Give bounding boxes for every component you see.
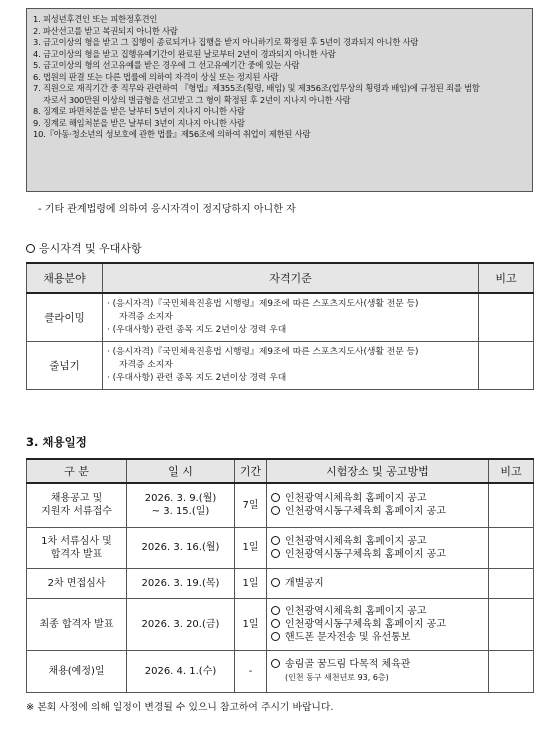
disq-item: 6. 법원의 판결 또는 다른 법률에 의하여 자격이 상실 또는 정지된 사람: [33, 71, 279, 82]
period-cell: 1일: [235, 568, 267, 598]
circle-bullet-icon: [271, 506, 280, 515]
note-cell: [489, 598, 534, 650]
category-cell: 최종 합격자 발표: [27, 598, 127, 650]
places-cell: [267, 568, 489, 598]
section-schedule-heading: 3. 채용일정: [26, 435, 87, 449]
date-line: 2026. 3. 9.(월): [144, 493, 217, 505]
place-text: 개별공지: [285, 577, 324, 589]
circle-bullet-icon: [271, 578, 280, 587]
place-text: 인천광역시동구체육회 홈페이지 공고: [285, 548, 446, 560]
other-law-note: - 기타 관계법령에 의하여 응시자격이 정지당하지 아니한 자: [38, 204, 296, 215]
section-title: 응시자격 및 우대사항: [39, 242, 142, 255]
note-cell: [479, 341, 534, 389]
table-header-row: [27, 263, 534, 293]
date-cell: 2026. 3. 16.(월): [127, 527, 235, 568]
disqualification-box: [26, 8, 533, 192]
place-address: (인천 동구 새천년로 93, 6층): [285, 673, 389, 682]
circle-bullet-icon: [271, 619, 280, 628]
disq-item: 9. 징계로 해임처분을 받은 날부터 3년이 지나지 아니한 사람: [33, 117, 245, 128]
place-text: 인천광역시체육회 홈페이지 공고: [285, 535, 427, 547]
date-cell: [127, 483, 235, 527]
category-cell: [27, 483, 127, 527]
table-row: [27, 650, 534, 692]
place-line: [271, 618, 488, 631]
schedule-table: [26, 458, 534, 693]
disq-item: 1. 피성년후견인 또는 피한정후견인: [33, 14, 158, 24]
place-line: [271, 548, 488, 561]
schedule-change-notice: ※ 본회 사정에 의해 일정이 변경될 수 있으니 참고하여 주시기 바랍니다.: [26, 702, 334, 713]
column-header: 자격기준: [103, 263, 479, 293]
criteria-line: · (우대사항) 관련 종목 지도 2년이상 경력 우대: [107, 372, 287, 383]
category-line: 지원자 서류접수: [41, 506, 112, 518]
field-cell: 클라이밍: [27, 293, 103, 341]
column-header: 기간: [235, 459, 267, 483]
category-cell: [27, 527, 127, 568]
period-cell: -: [235, 650, 267, 692]
disq-item: 8. 징계로 파면처분을 받은 날부터 5년이 지나지 아니한 사람: [33, 106, 245, 116]
qualification-table: [26, 262, 534, 390]
place-line: [271, 605, 488, 618]
disq-item-continued: 자로서 300만원 이상의 벌금형을 선고받고 그 형이 확정된 후 2년이 지나지 아니한 사람: [43, 94, 351, 105]
places-cell: [267, 598, 489, 650]
place-line: [271, 658, 488, 671]
category-line: 채용공고 및: [50, 493, 103, 505]
field-cell: 줄넘기: [27, 341, 103, 389]
place-line: [271, 577, 488, 590]
date-cell: 2026. 4. 1.(수): [127, 650, 235, 692]
criteria-line: 자격증 소지자: [119, 311, 173, 322]
disq-item: 5. 금고이상의 형의 선고유예를 받은 경우에 그 선고유예기간 중에 있는 사람: [33, 60, 300, 70]
criteria-line: 자격증 소지자: [119, 359, 173, 370]
disq-item: 2. 파산선고를 받고 복권되지 아니한 사람: [33, 25, 178, 36]
period-cell: 1일: [235, 527, 267, 568]
column-header: 일 시: [127, 459, 235, 483]
places-cell: [267, 650, 489, 692]
disq-item: 10.『아동·청소년의 성보호에 관한 법률』제56조에 의하여 취업이 제한된 사람: [33, 129, 311, 139]
circle-bullet-icon: [271, 549, 280, 558]
place-line: [271, 631, 488, 644]
circle-bullet-icon: [271, 536, 280, 545]
note-cell: [489, 568, 534, 598]
circle-bullet-icon: [26, 244, 35, 253]
circle-bullet-icon: [271, 632, 280, 641]
places-cell: [267, 527, 489, 568]
place-line: [271, 492, 488, 505]
date-cell: 2026. 3. 19.(목): [127, 568, 235, 598]
note-cell: [489, 483, 534, 527]
column-header: 시험장소 및 공고방법: [267, 459, 489, 483]
note-cell: [479, 293, 534, 341]
category-cell: 채용(예정)일: [27, 650, 127, 692]
category-cell: 2차 면접심사: [27, 568, 127, 598]
criteria-cell: [103, 293, 479, 341]
criteria-line: · (응시자격)『국민체육진흥법 시행령』제9조에 따른 스포츠지도사(생활 전문 등): [107, 298, 419, 309]
place-text: 인천광역시동구체육회 홈페이지 공고: [285, 618, 446, 630]
place-text: 핸드폰 문자전송 및 유선통보: [285, 631, 411, 643]
note-cell: [489, 650, 534, 692]
criteria-line: · (응시자격)『국민체육진흥법 시행령』제9조에 따른 스포츠지도사(생활 전문 등): [107, 346, 419, 357]
column-header: 비고: [489, 459, 534, 483]
table-row: [27, 293, 534, 341]
table-row: [27, 483, 534, 527]
disq-item: 7. 직원으로 재직기간 중 직무와 관련하여 『형법』제355조(횡령, 배임) 및 제356조(업무상의 횡령과 배임)에 규정된 죄를 범함: [33, 83, 480, 93]
place-text: 송림골 꿈드림 다목적 체육관: [285, 659, 411, 670]
table-row: [27, 341, 534, 389]
place-line: [271, 505, 488, 518]
category-line: 합격자 발표: [50, 548, 103, 560]
circle-bullet-icon: [271, 659, 280, 668]
date-cell: 2026. 3. 20.(금): [127, 598, 235, 650]
period-cell: 7일: [235, 483, 267, 527]
column-header: 채용분야: [27, 263, 103, 293]
criteria-line: · (우대사항) 관련 종목 지도 2년이상 경력 우대: [107, 324, 287, 335]
table-row: [27, 527, 534, 568]
category-line: 1차 서류심사 및: [41, 535, 112, 547]
criteria-cell: [103, 341, 479, 389]
place-text: 인천광역시동구체육회 홈페이지 공고: [285, 506, 446, 518]
period-cell: 1일: [235, 598, 267, 650]
disq-item: 4. 금고이상의 형을 받고 집행유예기간이 완료된 날로부터 2년이 경과되지 아니한 사람: [33, 48, 336, 59]
circle-bullet-icon: [271, 606, 280, 615]
section-qualification-heading: [26, 240, 142, 256]
place-line: [271, 535, 488, 548]
table-row: [27, 568, 534, 598]
column-header: 구 분: [27, 459, 127, 483]
place-text: 인천광역시체육회 홈페이지 공고: [285, 493, 427, 505]
column-header: 비고: [479, 263, 534, 293]
places-cell: [267, 483, 489, 527]
disq-item: 3. 금고이상의 형을 받고 그 집행이 종료되거나 집행을 받지 아니하기로 확정된 후 5년이 경과되지 아니한 사람: [33, 37, 419, 47]
table-row: [27, 598, 534, 650]
circle-bullet-icon: [271, 493, 280, 502]
note-cell: [489, 527, 534, 568]
place-text: 인천광역시체육회 홈페이지 공고: [285, 605, 427, 617]
date-line: ~ 3. 15.(일): [151, 506, 210, 518]
table-header-row: [27, 459, 534, 483]
